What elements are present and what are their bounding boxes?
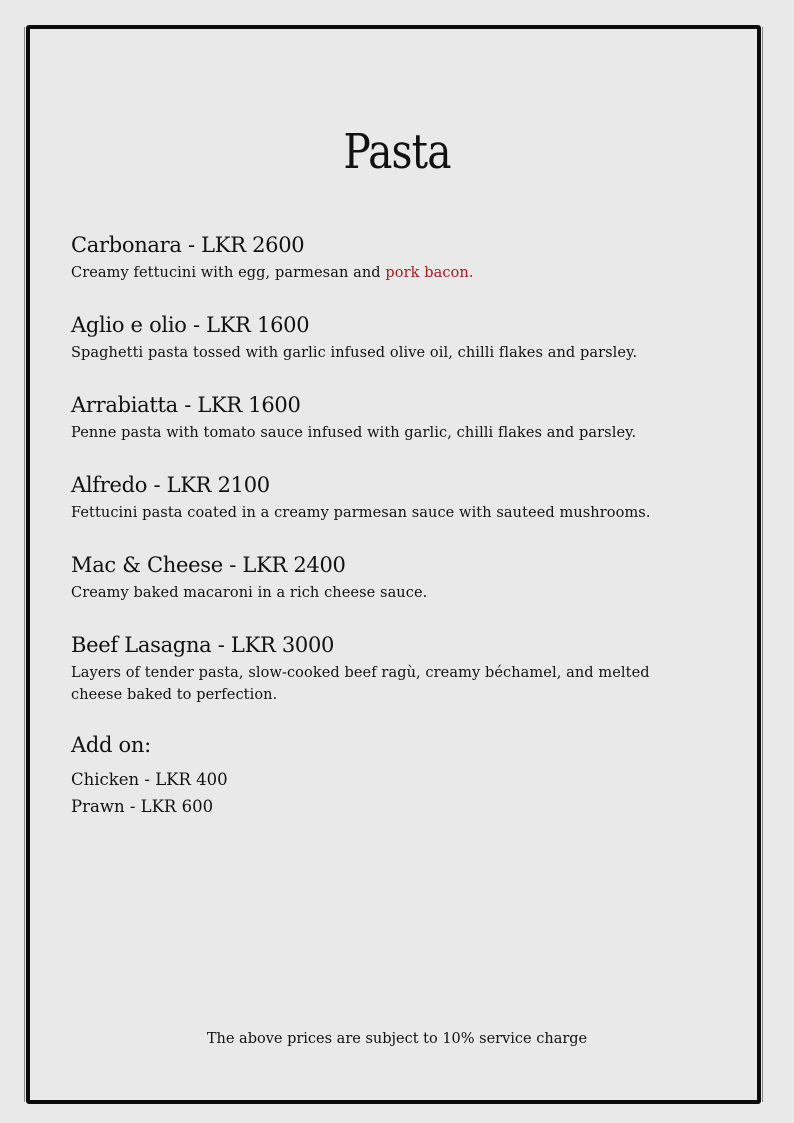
page-title: Pasta	[343, 124, 451, 180]
menu-item-description	[71, 262, 671, 284]
menu-item-name: Arrabiatta - LKR 1600	[71, 393, 301, 417]
menu-content	[71, 230, 671, 820]
menu-item-name: Beef Lasagna - LKR 3000	[71, 633, 335, 657]
menu-item-description: Penne pasta with tomato sauce infused with garlic, chilli flakes and parsley.	[71, 425, 637, 441]
menu-item-aglio-e-olio	[71, 310, 671, 364]
service-charge-note: The above prices are subject to 10% service charge	[206, 1031, 588, 1047]
menu-item-carbonara	[71, 230, 671, 284]
menu-item-description-text: Creamy fettucini with egg, parmesan and	[71, 265, 386, 281]
menu-item-description-highlight: pork bacon.	[385, 265, 474, 281]
menu-item-description: Fettucini pasta coated in a creamy parmesan sauce with sauteed mushrooms.	[71, 505, 651, 521]
addon-item-chicken: Chicken - LKR 400	[71, 770, 228, 789]
addon-item-prawn: Prawn - LKR 600	[71, 797, 214, 816]
menu-item-arrabiatta	[71, 390, 671, 444]
menu-item-description: Creamy baked macaroni in a rich cheese sauce.	[71, 585, 428, 601]
addon-title: Add on:	[71, 733, 151, 757]
menu-item-alfredo	[71, 470, 671, 524]
addon-section	[71, 730, 671, 820]
menu-item-description: Spaghetti pasta tossed with garlic infused olive oil, chilli flakes and parsley.	[71, 345, 638, 361]
menu-item-description: Layers of tender pasta, slow-cooked beef ragù, creamy béchamel, and melted cheese baked to perfection.	[71, 665, 650, 703]
menu-item-name: Alfredo - LKR 2100	[71, 473, 270, 497]
menu-item-name: Aglio e olio - LKR 1600	[71, 313, 310, 337]
menu-item-mac-and-cheese	[71, 550, 671, 604]
menu-item-name: Carbonara - LKR 2600	[71, 233, 305, 257]
menu-item-name: Mac & Cheese - LKR 2400	[71, 553, 346, 577]
menu-item-beef-lasagna	[71, 630, 671, 706]
